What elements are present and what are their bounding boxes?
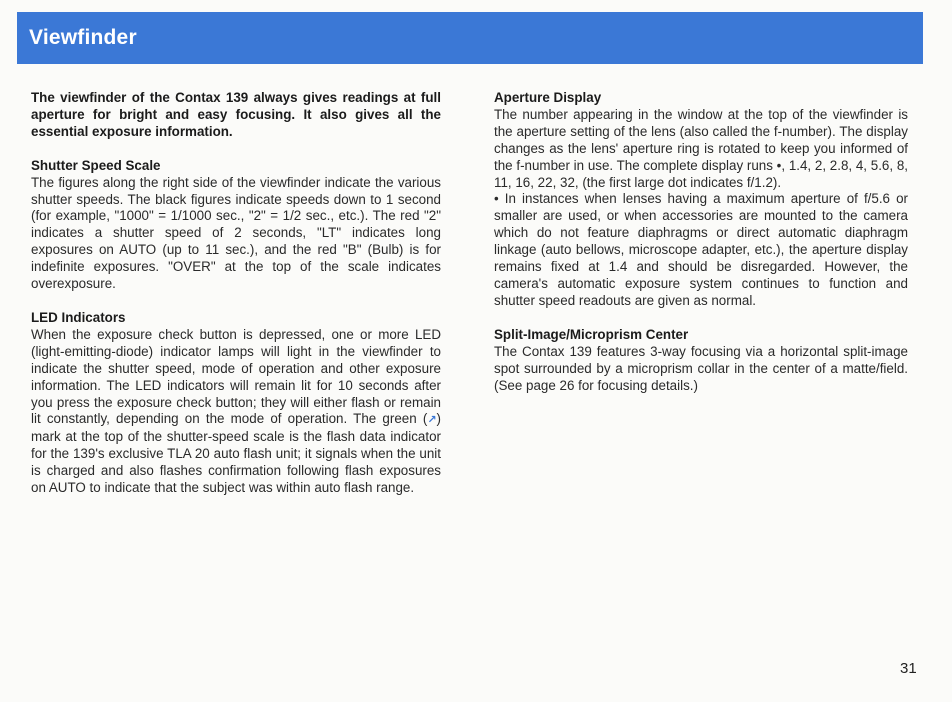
aperture-display-body: The number appearing in the window at the top of the viewfinder is the aperture setting of the lens (also called the f-number). The display changes as the lens' aperture ring is rotated to keep you informed of the f-number in use. The complete display runs •, 1.4, 2, 2.8, 4, 5.6, 8, 11, 16, 22, 32, (the first large dot indicates f/1.2). xyxy=(494,106,908,190)
led-indicators-section xyxy=(31,310,441,497)
section-header-bar xyxy=(17,12,923,64)
shutter-speed-scale-heading: Shutter Speed Scale xyxy=(31,157,161,173)
shutter-speed-scale-body: The figures along the right side of the viewfinder indicate the various shutter speeds. The black figures indicate speeds down to 1 second (for example, "1000" = 1/1000 sec., "2" = 1/2 sec., etc.). The red "2" indicates a shutter speed of 2 seconds, "LT" indicates long exposures on AUTO (up to 11 sec.), and the red "B" (Bulb) is for indefinite exposures. "OVER" at the top of the scale indicates overexposure. xyxy=(31,174,441,292)
aperture-display-note: • In instances when lenses having a maximum aperture of f/5.6 or smaller are used, or when accessories are mounted to the camera which do not feature diaphragms or direct automatic diaphragm linkage (auto bellows, microscope adapter, etc.), the aperture display remains fixed at 1.4 and should be disregarded. However, the camera's automatic exposure system continues to function and shutter speed readouts are given as normal. xyxy=(494,191,908,308)
split-image-body: The Contax 139 features 3-way focusing via a horizontal split-image spot surrounded by a microprism collar in the center of a matte/field. (See page 26 for focusing details.) xyxy=(494,343,908,393)
led-indicators-body-part-1: When the exposure check button is depressed, one or more LED (light-emitting-diode) indicator lamps will light in the viewfinder to indicate the shutter speed, mode of operation and other exposure information. The LED indicators will remain lit for 10 seconds after you press the exposure check button; they will either flash or remain lit constantly, depending on the mode of operation. The green ( xyxy=(31,326,441,427)
aperture-display-heading: Aperture Display xyxy=(494,90,602,105)
led-indicators-body xyxy=(31,327,441,497)
right-column xyxy=(494,90,908,411)
page-number: 31 xyxy=(900,660,917,677)
split-image-section xyxy=(494,327,908,395)
split-image-heading: Split-Image/Microprism Center xyxy=(494,326,689,342)
aperture-display-section xyxy=(494,90,908,310)
led-indicators-body-part-2: ) mark at the top of the shutter-speed scale is the flash data indicator for the 139's exclusive TLA 20 auto flash unit; it signals when the unit is charged and also flashes confirmation following flash exposures on AUTO to indicate that the subject was within auto flash range. xyxy=(31,411,441,496)
led-indicators-heading: LED Indicators xyxy=(31,309,126,325)
intro-paragraph: The viewfinder of the Contax 139 always gives readings at full aperture for bright and easy focusing. It also gives all the essential exposure information. xyxy=(31,90,441,139)
page-title: Viewfinder xyxy=(29,26,137,49)
shutter-speed-scale-section xyxy=(31,158,441,293)
flash-indicator-icon: ↗ xyxy=(427,414,437,427)
left-column xyxy=(31,90,441,514)
